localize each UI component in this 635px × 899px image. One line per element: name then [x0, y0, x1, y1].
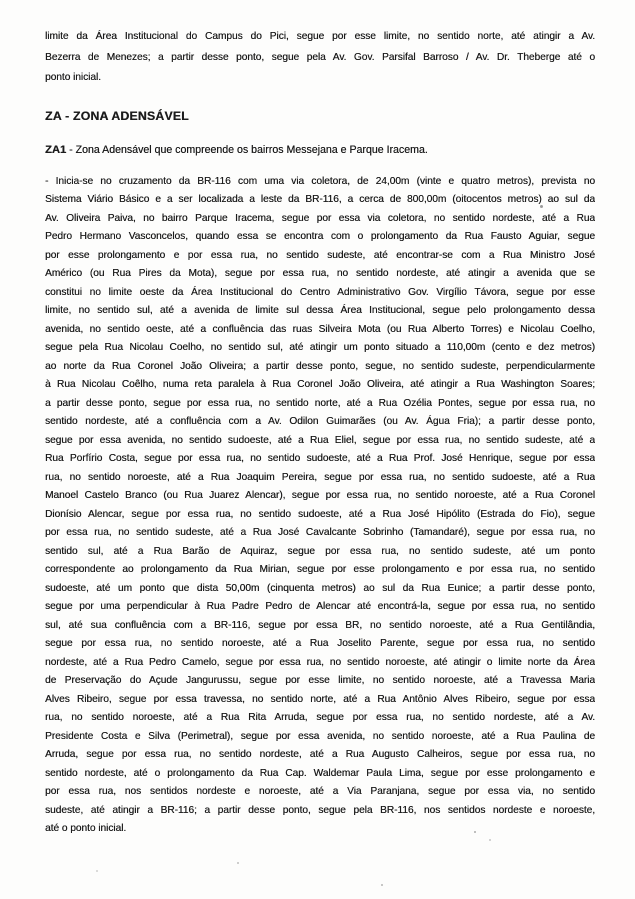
- text-line: Av. Oliveira Paiva, no bairro Parque Iracema, segue por essa via coletora, no sentido nordeste, até a Rua: [45, 212, 595, 224]
- text-line: Dionísio Alencar, segue por essa rua, no sentido sudoeste, até a Rua José Hipólito (Estrada do Fio), segue: [45, 508, 595, 520]
- boundary-description-paragraph: [45, 173, 595, 839]
- text-line: - Inicia-se no cruzamento da BR-116 com uma via coletora, de 24,00m (vinte e quatro metros), prevista no: [45, 175, 595, 187]
- scan-speck: [96, 870, 98, 872]
- text-line: à Rua Nicolau Coêlho, numa reta paralela à Rua Coronel João Oliveira, até atingir a Rua Washington Soares;: [45, 379, 595, 390]
- text-line: sentido nordeste, até a confluência com a Av. Odilon Guimarães (ou Av. Água Fria); a partir desse ponto,: [45, 416, 595, 427]
- text-line: nordeste, até a Rua Pedro Camelo, segue por essa rua, no sentido noroeste, até atingir o limite norte da Área: [45, 656, 595, 668]
- text-line: ponto inicial.: [45, 72, 101, 83]
- section-heading: ZA - ZONA ADENSÁVEL: [45, 108, 189, 123]
- scan-speck: [508, 199, 510, 201]
- text-line: Pedro Hermano Vasconcelos, quando essa se encontra com o prolongamento da Rua Fausto Aguiar, segue: [45, 231, 595, 242]
- scan-speck: [540, 205, 543, 208]
- subsection-title: - Zona Adensável que compreende os bairros Messejana e Parque Iracema.: [66, 143, 428, 156]
- scan-speck: [474, 831, 476, 833]
- scan-speck: [237, 862, 239, 864]
- scan-speck: [489, 839, 491, 841]
- text-line: Bezerra de Menezes; a partir desse ponto, segue pela Av. Gov. Parsifal Barroso / Av. Dr. Theberge até o: [45, 51, 595, 63]
- text-line: sentido nordeste, até o prolongamento da Rua Cap. Waldemar Paula Lima, segue por esse prolongamento e: [45, 767, 595, 779]
- text-line: ao norte da Rua Coronel João Oliveira; a partir desse ponto, segue, no sentido sudeste, perpendicularmente: [45, 360, 595, 372]
- text-line: sul, até sua confluência com a BR-116, segue por essa BR, no sentido noroeste, até a Rua Gentilândia,: [45, 619, 595, 631]
- text-line: por essa rua, no sentido sudeste, até a Rua José Cavalcante Sobrinho (Tamandaré), segue por essa rua, no: [45, 527, 595, 538]
- text-line: limite da Área Institucional do Campus do Pici, segue por esse limite, no sentido norte, até atingir a Av.: [45, 31, 595, 42]
- text-line: segue pela Rua Nicolau Coelho, no sentido sul, até atingir um ponto situado a 110,00m (cento e dez metros): [45, 342, 595, 353]
- subsection-code: ZA1: [45, 143, 67, 156]
- text-line: segue por essa avenida, no sentido sudoeste, até a Rua Eliel, segue por essa rua, no sentido sudeste, até a: [45, 434, 595, 446]
- text-line: rua, no sentido noroeste, até a Rua Rita Arruda, segue por essa rua, no sentido nordeste, até a Av.: [45, 712, 595, 723]
- text-line: rua, no sentido noroeste, até a Rua Joaquim Pereira, segue por essa rua, no sentido sudoeste, até a Rua: [45, 471, 595, 483]
- scan-speck: [381, 884, 383, 886]
- text-line: Manoel Castelo Branco (ou Rua Juarez Alencar), segue por essa rua, no sentido noroeste, até a Rua Coronel: [45, 490, 595, 501]
- text-line: Presidente Costa e Silva (Perimetral), segue por essa avenida, no sentido noroeste, até a Rua Paulina de: [45, 730, 595, 742]
- text-line: Alves Ribeiro, segue por essa travessa, no sentido norte, até a Rua Antônio Alves Ribeiro, segue por essa: [45, 693, 595, 705]
- text-line: correspondente ao prolongamento da Rua Mirian, segue por esse prolongamento e por essa rua, no sentido: [45, 564, 595, 575]
- text-line: segue por uma perpendicular à Rua Padre Pedro de Alencar até encontrá-la, segue por essa rua, no sentido: [45, 601, 595, 612]
- text-line: sudeste, até atingir a BR-116; a partir desse ponto, segue pela BR-116, nos sentidos nordeste e noroeste,: [45, 804, 595, 816]
- text-line: sentido sul, até a Rua Barão de Aquiraz, segue por essa rua, no sentido sudeste, até um ponto: [45, 545, 595, 557]
- text-line: por essa rua, nos sentidos nordeste e noroeste, até a Via Paranjana, segue por essa via, no sentido: [45, 786, 595, 797]
- text-line: segue por essa rua, no sentido noroeste, até a Rua Joselito Parente, segue por essa rua, no sentido: [45, 638, 595, 649]
- text-line: até o ponto inicial.: [45, 823, 127, 834]
- text-line: constitui no limite oeste da Área Institucional do Centro Administrativo Gov. Virgílio Távora, segue por esse: [45, 286, 595, 298]
- text-line: de Preservação do Açude Jangurussu, segue por esse limite, no sentido noroeste, até a Travessa Maria: [45, 675, 595, 686]
- text-line: limite, no sentido sul, até a avenida de limite sul dessa Área Institucional, segue pelo prolongamento dessa: [45, 305, 595, 316]
- text-line: Sistema Viário Básico e a ser localizada a leste da BR-116, a cerca de 800,00m (oitocentos metros) ao sul da: [45, 194, 595, 205]
- text-line: por esse prolongamento e por essa rua, no sentido sudeste, até encontrar-se com a Rua Ministro José: [45, 249, 595, 261]
- text-line: a partir desse ponto, segue por essa rua, no sentido norte, até a Rua Ozélia Pontes, segue por essa rua, no: [45, 397, 595, 409]
- subsection-heading: [45, 141, 595, 160]
- text-line: Américo (ou Rua Pires da Mota), segue por essa rua, no sentido nordeste, até atingir a avenida que se: [45, 268, 595, 279]
- continuation-paragraph: [45, 27, 595, 89]
- text-line: avenida, no sentido oeste, até a confluência das ruas Silveira Mota (ou Rua Alberto Torres) e Nicolau Coelho,: [45, 323, 595, 335]
- text-line: sudoeste, até um ponto que dista 50,00m (cinquenta metros) ao sul da Rua Eunice; a partir desse ponto,: [45, 582, 595, 594]
- text-line: Arruda, segue por essa rua, no sentido nordeste, até a Rua Augusto Calheiros, segue por essa rua, no: [45, 749, 595, 760]
- text-line: Rua Porfírio Costa, segue por essa rua, no sentido sudoeste, até a Rua Prof. José Henrique, segue por essa: [45, 453, 595, 464]
